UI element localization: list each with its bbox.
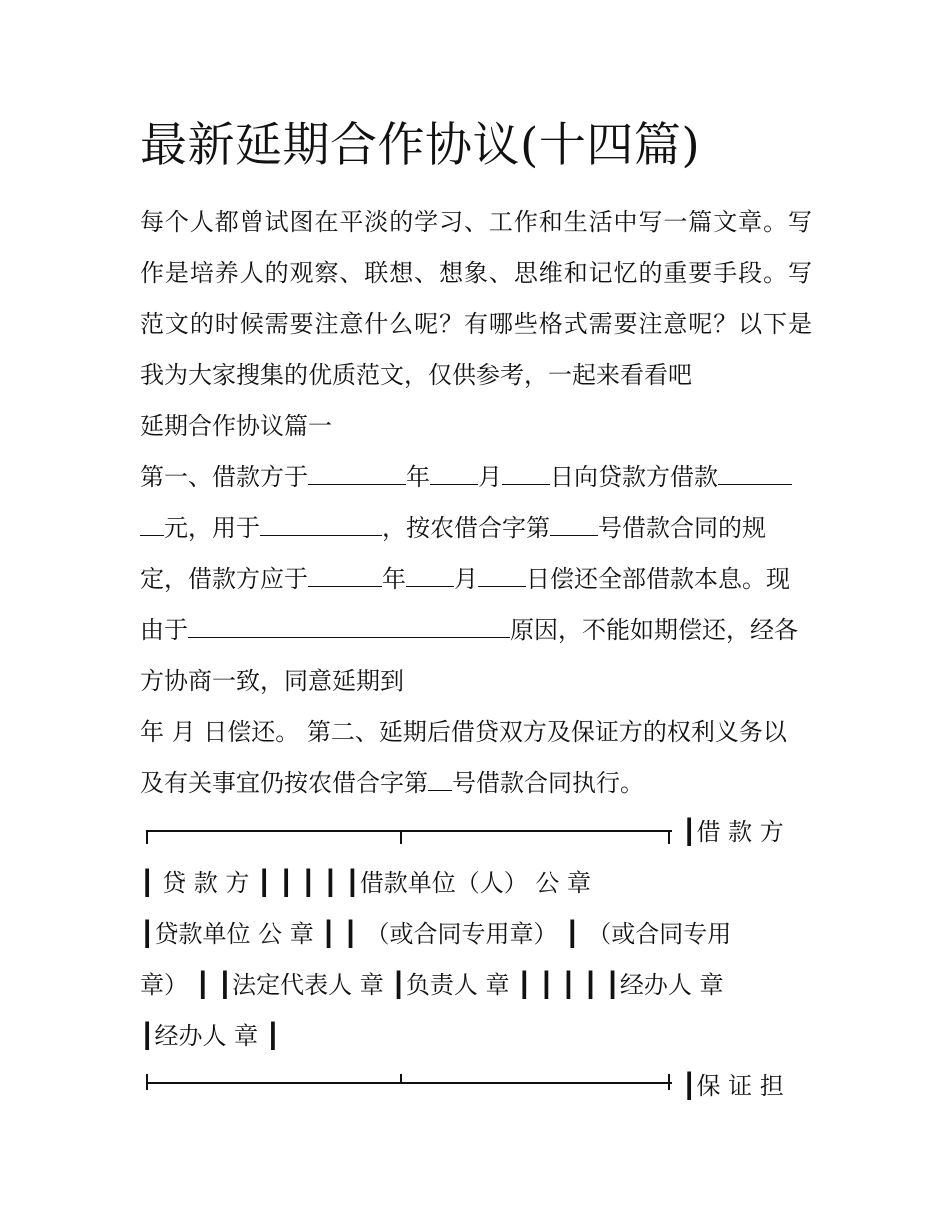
- clause1-line-4: [140, 613, 812, 647]
- fill-blank: [502, 462, 550, 485]
- fill-blank: [478, 564, 526, 587]
- clause1-line-3: [140, 562, 812, 596]
- clause1-text: 月: [454, 565, 478, 593]
- table-row-6-label: ┃保 证 担: [682, 1072, 784, 1100]
- clause1-text: 定，借款方应于: [140, 565, 308, 593]
- rule-tick: [146, 1074, 148, 1090]
- table-row-2: ┃ 贷 款 方 ┃ ┃ ┃ ┃ ┃借款单位（人） 公 章: [140, 869, 591, 897]
- section-heading: 延期合作协议篇一: [140, 412, 332, 440]
- clause1-text: 第一、借款方于: [140, 463, 308, 491]
- clause1-text: 由于: [140, 616, 188, 644]
- intro-line-1: 每个人都曾试图在平淡的学习、工作和生活中写一篇文章。写: [140, 208, 812, 236]
- rule-tick: [400, 830, 402, 844]
- clause1-text: 元，用于: [164, 514, 260, 542]
- rule-line: [146, 1082, 672, 1084]
- clause1-line-1: [140, 460, 812, 494]
- table-row-5: ┃经办人 章 ┃: [140, 1022, 281, 1050]
- clause2-line-2: [140, 766, 812, 800]
- rule-tick: [668, 830, 670, 844]
- fill-blank: [308, 564, 382, 587]
- clause1-line-2: [140, 511, 812, 545]
- clause1-text: ，按农借合字第: [382, 514, 550, 542]
- table-row-4: 章） ┃ ┃法定代表人 章 ┃负责人 章 ┃ ┃ ┃ ┃ ┃经办人 章: [140, 971, 724, 999]
- table-top-rule: [146, 830, 672, 844]
- rule-tick: [668, 1074, 670, 1090]
- fill-blank: [550, 513, 598, 536]
- fill-blank: [718, 462, 792, 485]
- fill-blank: [308, 462, 406, 485]
- clause1-line-5: 方协商一致，同意延期到: [140, 667, 404, 695]
- clause1-text: 月: [478, 463, 502, 491]
- table-bottom-rule: [146, 1074, 672, 1088]
- clause1-text: 原因，不能如期偿还，经各: [510, 616, 798, 644]
- clause1-text: 年: [382, 565, 406, 593]
- document-title: 最新延期合作协议(十四篇): [140, 118, 701, 173]
- clause2-text: 号借款合同执行。: [452, 769, 644, 797]
- table-row-3: ┃贷款单位 公 章 ┃ ┃ （或合同专用章） ┃ （或合同专用: [140, 920, 732, 948]
- fill-blank: [406, 564, 454, 587]
- intro-line-3: 范文的时候需要注意什么呢？有哪些格式需要注意呢？以下是: [140, 310, 812, 338]
- fill-blank: [260, 513, 382, 536]
- rule-line: [146, 830, 672, 832]
- fill-blank: [140, 513, 164, 536]
- clause1-text: 年: [406, 463, 430, 491]
- fill-blank: [430, 462, 478, 485]
- intro-line-2: 作是培养人的观察、联想、想象、思维和记忆的重要手段。写: [140, 259, 812, 287]
- clause2-text: 及有关事宜仍按农借合字第: [140, 769, 428, 797]
- clause1-text: 号借款合同的规: [598, 514, 766, 542]
- intro-line-4: 我为大家搜集的优质范文，仅供参考，一起来看看吧: [140, 361, 692, 389]
- clause2-line-1: 年 月 日偿还。 第二、延期后借贷双方及保证方的权利义务以: [140, 718, 787, 746]
- fill-blank: [428, 768, 452, 791]
- clause1-text: 日偿还全部借款本息。现: [526, 565, 790, 593]
- clause1-text: 日向贷款方借款: [550, 463, 718, 491]
- rule-tick: [400, 1074, 402, 1084]
- rule-tick: [146, 830, 148, 844]
- table-row-1-label: ┃借 款 方: [682, 818, 784, 846]
- fill-blank: [188, 615, 510, 638]
